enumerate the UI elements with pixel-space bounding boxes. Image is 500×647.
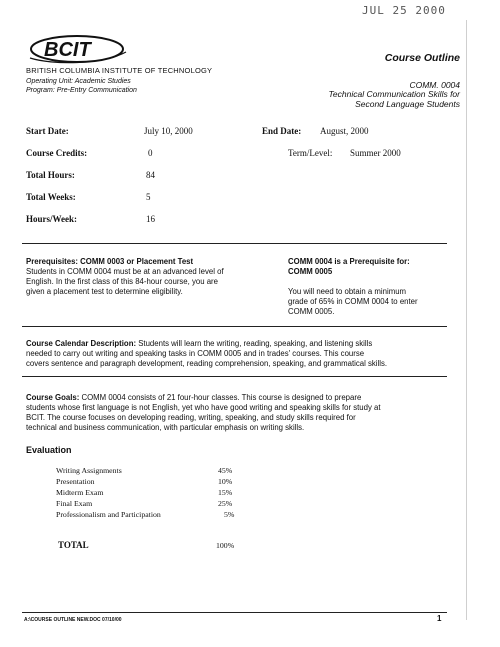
calendar-description-text-1: Students will learn the writing, reading, speaking, and listening skills — [138, 339, 373, 348]
hours-week-value: 16 — [146, 214, 155, 224]
start-date-value: July 10, 2000 — [144, 126, 193, 136]
start-date-label: Start Date: — [26, 126, 69, 136]
evaluation-total-label: TOTAL — [58, 540, 89, 550]
divider — [22, 326, 447, 327]
calendar-description-text-2: needed to carry out writing and speaking tasks in COMM 0005 and in trades' courses. This course — [26, 349, 365, 358]
evaluation-item-label: Presentation — [56, 477, 95, 486]
evaluation-item-value: 10% — [218, 477, 233, 486]
evaluation-total-value: 100% — [216, 541, 235, 550]
prerequisites-heading: Prerequisites: COMM 0003 or Placement Test — [26, 257, 194, 266]
end-date-label: End Date: — [262, 126, 302, 136]
document-title: Course Outline — [384, 52, 460, 64]
footer-divider — [22, 612, 447, 613]
total-weeks-label: Total Weeks: — [26, 192, 76, 202]
credits-label: Course Credits: — [26, 148, 88, 158]
prerequisites-text-2: English. In the first class of this 84-hour course, you are — [26, 277, 218, 286]
prerequisites-text-3: given a placement test to determine eligibility. — [26, 287, 183, 296]
course-goals-label: Course Goals: — [26, 393, 80, 402]
evaluation-item-label: Midterm Exam — [56, 488, 104, 497]
prerequisites-text-1: Students in COMM 0004 must be at an advanced level of — [26, 267, 224, 276]
evaluation-item-label: Professionalism and Participation — [56, 510, 161, 519]
calendar-description-text-3: covers sentence and paragraph development, reading comprehension, speaking, and grammatical skills. — [26, 359, 388, 368]
evaluation-item-label: Final Exam — [56, 499, 93, 508]
total-weeks-value: 5 — [146, 192, 151, 202]
end-date-value: August, 2000 — [320, 126, 369, 136]
hours-week-label: Hours/Week: — [26, 214, 77, 224]
svg-text:BCIT: BCIT — [44, 39, 91, 61]
total-hours-label: Total Hours: — [26, 170, 75, 180]
prerequisite-for-heading-2: COMM 0005 — [288, 267, 333, 276]
course-goals-text-4: technical and business communication, with particular emphasis on writing skills. — [26, 423, 305, 432]
prerequisite-for-text-2: grade of 65% in COMM 0004 to enter — [288, 297, 418, 306]
prerequisite-for-text-1: You will need to obtain a minimum — [288, 287, 407, 296]
credits-value: 0 — [148, 148, 153, 158]
prerequisite-for-text-3: COMM 0005. — [288, 307, 335, 316]
page-number: 1 — [437, 614, 442, 623]
term-label: Term/Level: — [288, 148, 333, 158]
prerequisite-for-heading-1: COMM 0004 is a Prerequisite for: — [288, 257, 410, 266]
divider — [22, 376, 447, 377]
operating-unit: Operating Unit: Academic Studies — [26, 78, 131, 85]
total-hours-value: 84 — [146, 170, 155, 180]
course-title-line-1: Technical Communication Skills for — [328, 89, 460, 99]
course-goals-line-1 — [26, 393, 361, 403]
course-goals-text-2: students whose first language is not English, yet who have good writing and speaking skills for study at — [26, 403, 381, 412]
term-value: Summer 2000 — [350, 148, 401, 158]
evaluation-item-value: 45% — [218, 466, 233, 475]
evaluation-item-value: 25% — [218, 499, 233, 508]
calendar-description-label: Course Calendar Description: — [26, 339, 137, 348]
calendar-description-line-1 — [26, 339, 372, 349]
program: Program: Pre-Entry Communication — [26, 87, 137, 94]
scan-edge-line — [466, 20, 467, 620]
evaluation-item-value: 15% — [218, 488, 233, 497]
divider — [22, 243, 447, 244]
course-goals-text-1: COMM 0004 consists of 21 four-hour classes. This course is designed to prepare — [81, 393, 362, 402]
evaluation-item-value: 5% — [224, 510, 235, 519]
institute-name: BRITISH COLUMBIA INSTITUTE OF TECHNOLOGY — [26, 66, 213, 75]
evaluation-heading: Evaluation — [26, 445, 72, 455]
course-goals-text-3: BCIT. The course focuses on developing reading, writing, speaking, and study skills required for — [26, 413, 356, 422]
course-title-line-2: Second Language Students — [355, 99, 460, 109]
footer-file-path: A:\COURSE OUTLINE NEW.DOC 07/10/00 — [24, 617, 122, 623]
bcit-logo — [22, 32, 142, 66]
evaluation-item-label: Writing Assignments — [56, 466, 122, 475]
received-date-stamp: JUL 25 2000 — [362, 4, 446, 17]
course-code: COMM. 0004 — [409, 80, 460, 90]
